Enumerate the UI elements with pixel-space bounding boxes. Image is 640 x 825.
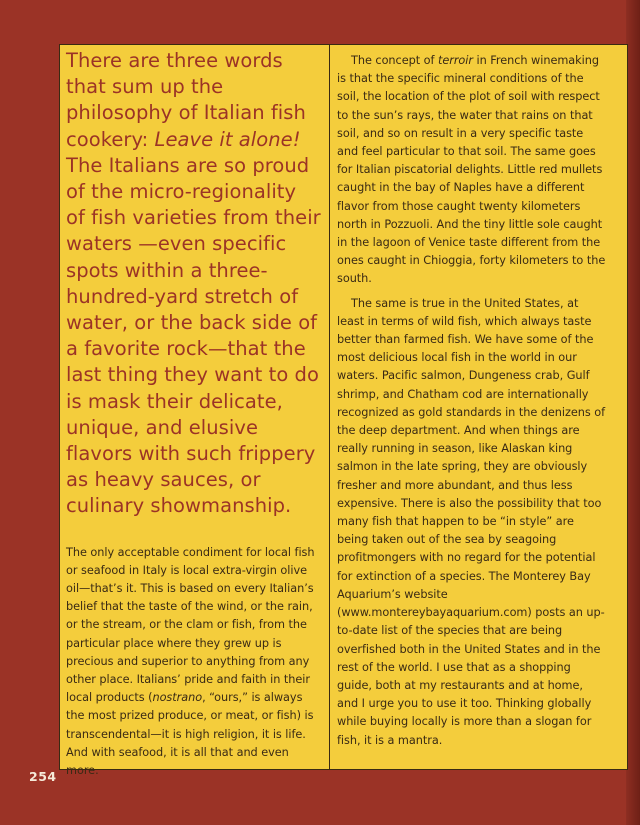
right-p1-text-end: in French winemaking is that the specific mineral conditions of the soil, the location of the plot of soil with respect to the sun’s rays, the water that rains on that soil, and so on result in a very specific taste and feel particular to that soil. The same goes for Italian piscatorial delights. Little red mullets caught in the bay of Naples have a different flavor from those caught twenty kilometers north in Pozzuoli. And the tiny little sole caught in the lagoon of Venice taste different from the ones caught in Chioggia, forty kilometers to the south. <box>337 54 606 286</box>
left-column <box>66 48 321 780</box>
page-number: 254 <box>29 769 57 784</box>
right-body-paragraph-2: The same is true in the United States, at least in terms of wild fish, which always taste better than farmed fish. We have some of the most delicious local fish in the world in our waters. Pacific salmon, Dungeness crab, Gulf shrimp, and Chatham cod are internationally recognized as gold standards in the denizens of the deep department. And when things are really running in season, like Alaskan king salmon in the late spring, they are obviously fresher and more abundant, and thus less expensive. There is also the possibility that too many fish that happen to be “in style” are being taken out of the sea by seagoing profitmongers with no regard for the potential for extinction of a species. The Monterey Bay Aquarium’s website (www.montereybayaquarium.com) posts an up-to-date list of the species that are being overfished both in the United States and in the rest of the world. I use that as a shopping guide, both at my restaurants and at home, and I urge you to use it too. Thinking globally while buying locally is more than a slogan for fish, it is a mantra. <box>337 296 606 747</box>
left-body-paragraph <box>66 544 321 781</box>
right-p1-emphasis: terroir <box>437 54 473 67</box>
left-body-emphasis: nostrano <box>152 691 203 705</box>
column-divider <box>329 44 330 770</box>
pull-quote-emphasis: Leave it alone! <box>154 127 301 151</box>
right-body-paragraph-1 <box>337 52 607 289</box>
page-edge <box>626 0 640 825</box>
right-column <box>337 52 607 750</box>
left-body-text-start: The only acceptable condiment for local fish or seafood in Italy is local extra-virgin olive oil—that’s it. This is based on every Italian’s belief that the taste of the wind, or the rain, or the stream, or the clam or fish, from the particular place where they grew up is precious and superior to anything from any other place. Italians’ pride and faith in their local products ( <box>66 545 315 705</box>
pull-quote-text-start: There are three words that sum up the philosophy of Italian fish cookery: <box>66 49 306 151</box>
left-body-text-end: , “ours,” is always the most prized produce, or meat, or fish) is transcendental—it is high religion, it is life. And with seafood, it is all that and even more. <box>66 691 314 778</box>
pull-quote-text-end: The Italians are so proud of the micro-regionality of fish varieties from their waters —even specific spots within a three-hundred-yard stretch of water, or the back side of a favorite rock—that the last thing they want to do is mask their delicate, unique, and elusive flavors with such frippery as heavy sauces, or culinary showmanship. <box>66 153 321 518</box>
right-p1-text-start: The concept of <box>351 54 438 67</box>
pull-quote <box>66 48 321 520</box>
